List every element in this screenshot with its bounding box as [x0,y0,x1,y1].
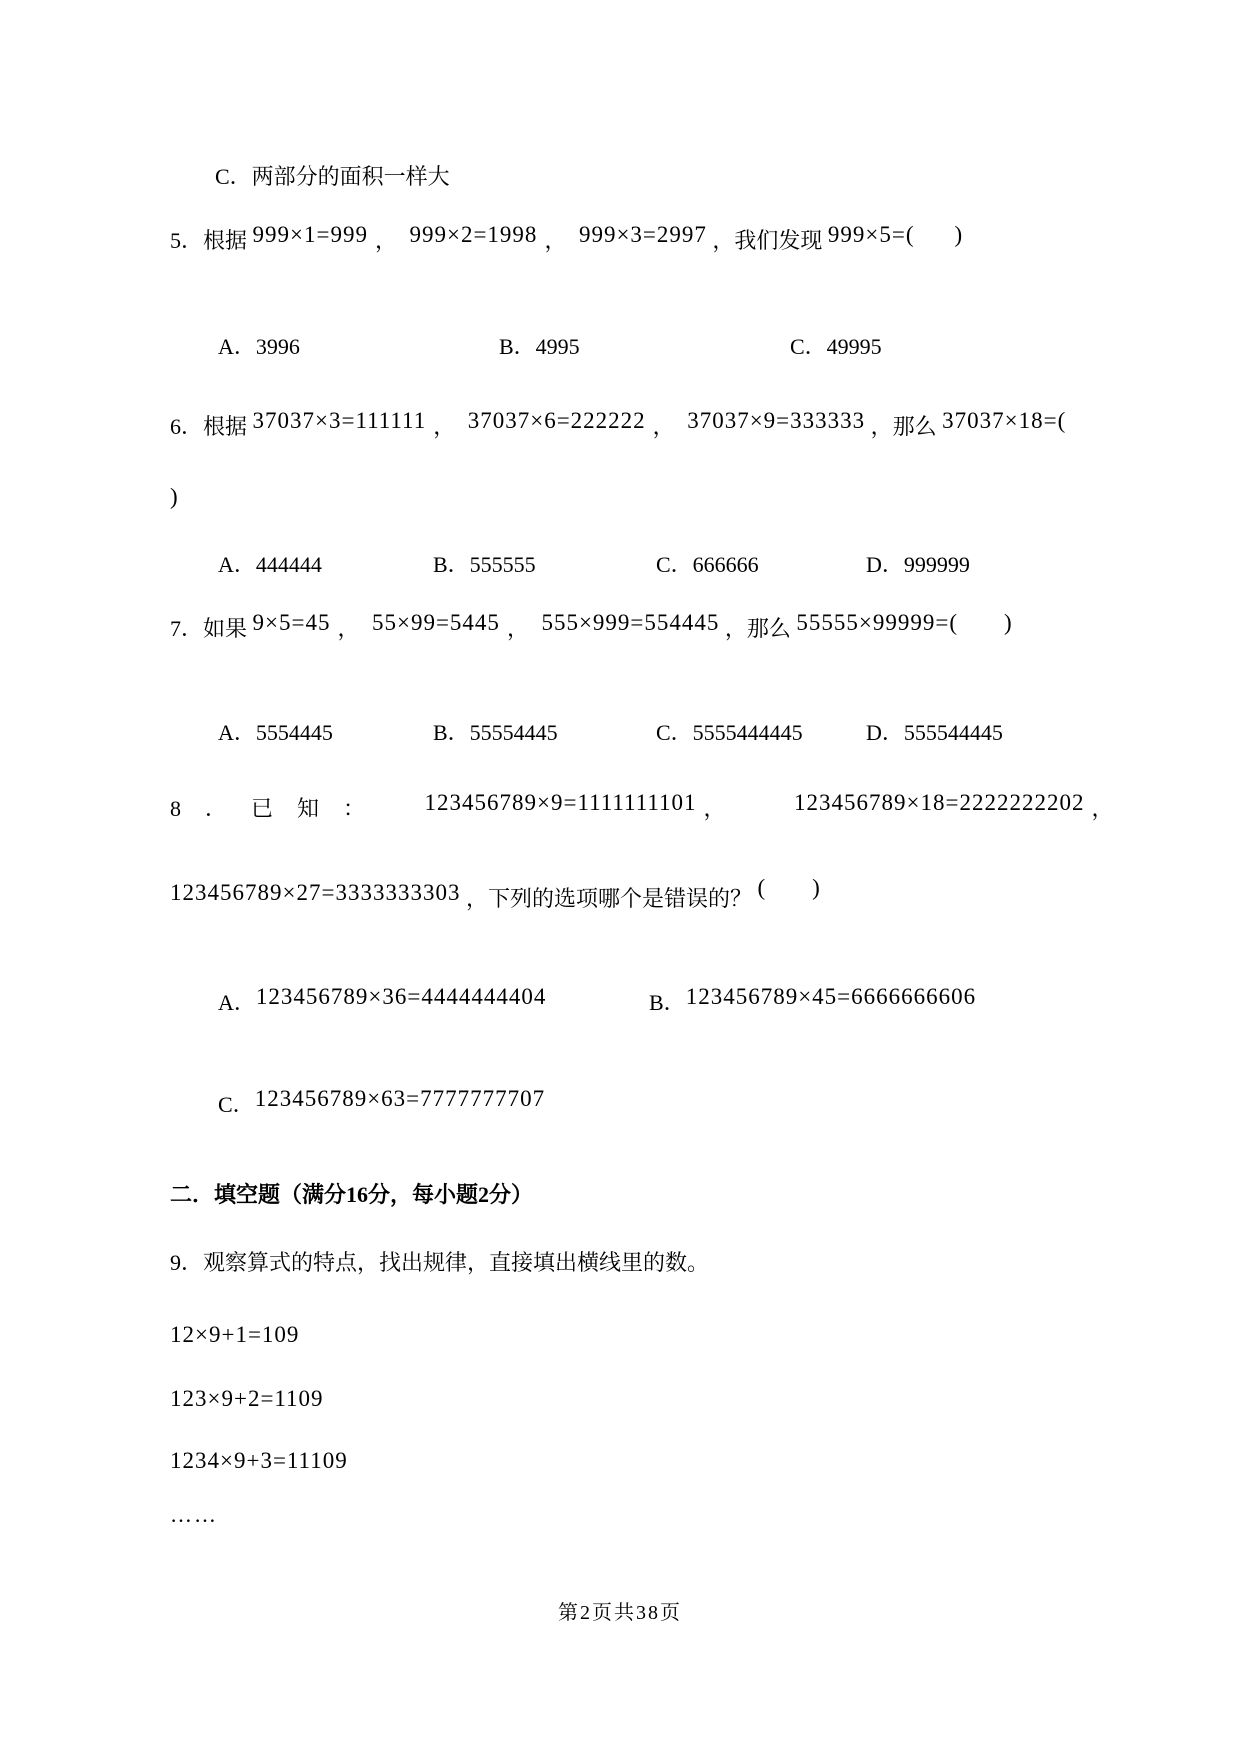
question-8-line-2 [170,875,821,914]
question-9-equation-1 [170,1320,299,1350]
close-paren: ) [954,222,964,247]
option-a [218,984,547,1018]
question-8-option-c [218,1086,546,1120]
close-paren: ) [1004,610,1013,635]
question-number-text: 8．已知： [170,796,390,821]
option-a: A．444444 [218,552,322,577]
option-label: B． [649,990,686,1015]
close-paren: ) [170,484,179,509]
formula: 9×5=45 [252,610,331,635]
formula: 55×99=5445 [371,610,500,635]
option-label: C． [218,1092,255,1117]
question-9-ellipsis [170,1500,218,1530]
page-footer [0,1596,1240,1625]
ellipsis-text: …… [170,1502,218,1527]
formula: 1234×9+3=11109 [170,1448,348,1473]
formula: 123456789×18=2222222202 [794,790,1085,815]
option-b: B．55554445 [433,720,558,745]
formula: 555×999=554445 [541,610,720,635]
formula: 123×9+2=1109 [170,1386,324,1411]
option-d: D．999999 [866,552,970,577]
question-text: ，那么 [724,616,791,641]
formula: 12×9+1=109 [170,1322,300,1347]
comma: ， [652,414,675,439]
formula: 37037×9=333333 [687,408,866,433]
question-number-text: 6．根据 [170,414,248,439]
question-9-equation-2 [170,1384,324,1414]
option-c: C．666666 [656,552,759,577]
open-paren: ( [757,875,767,900]
option-c: C．5555444445 [656,720,803,745]
question-text: 9．观察算式的特点，找出规律，直接填出横线里的数。 [170,1250,710,1275]
section-2-header [170,1180,533,1210]
question-5-line [170,222,964,256]
option-b: B．4995 [499,334,580,359]
option-text: C．两部分的面积一样大 [215,164,450,189]
formula: 999×1=999 [252,222,368,247]
formula: 37037×6=222222 [467,408,646,433]
formula: 123456789×27=3333333303 [170,880,461,905]
formula: 999×3=2997 [578,222,707,247]
question-9-line [170,1248,709,1278]
option-a: A．3996 [218,334,300,359]
question-text: ，下列的选项哪个是错误的？ [465,886,752,911]
option-label: A． [218,990,256,1015]
formula: 123456789×63=7777777707 [254,1086,546,1111]
option-d: D．555544445 [866,720,1003,745]
question-text: ，我们发现 [712,228,823,253]
question-9-equation-3 [170,1446,348,1476]
question-8-line-1 [170,790,1120,824]
formula: 123456789×9=1111111101 [424,790,697,815]
question-4-option-c [215,162,450,192]
page-number-text: 第2页共38页 [558,1602,682,1624]
formula: 999×5=( [827,222,915,247]
comma: ， [544,228,567,253]
option-b [649,984,977,1018]
question-number-text: 5．根据 [170,228,248,253]
close-paren: ) [812,875,821,900]
question-number-text: 7．如果 [170,616,248,641]
formula: 55555×99999=( [796,610,959,635]
question-6-line [170,408,1067,442]
option-a: A．5554445 [218,720,333,745]
comma: ， [1091,796,1114,821]
question-text: ，那么 [870,414,937,439]
formula: 123456789×45=6666666606 [685,984,977,1009]
formula: 37037×18=( [942,408,1067,433]
comma: ， [337,616,360,641]
option-c: C．49995 [790,334,882,359]
comma: ， [374,228,397,253]
question-6-close-paren-line [170,482,179,512]
option-b: B．555555 [433,552,536,577]
comma: ， [433,414,456,439]
comma: ， [506,616,529,641]
formula: 123456789×36=4444444404 [255,984,547,1009]
section-title: 二．填空题（满分16分，每小题2分） [170,1182,534,1207]
question-7-line [170,610,1013,644]
formula: 37037×3=111111 [252,408,427,433]
comma: ， [703,796,726,821]
formula: 999×2=1998 [409,222,538,247]
